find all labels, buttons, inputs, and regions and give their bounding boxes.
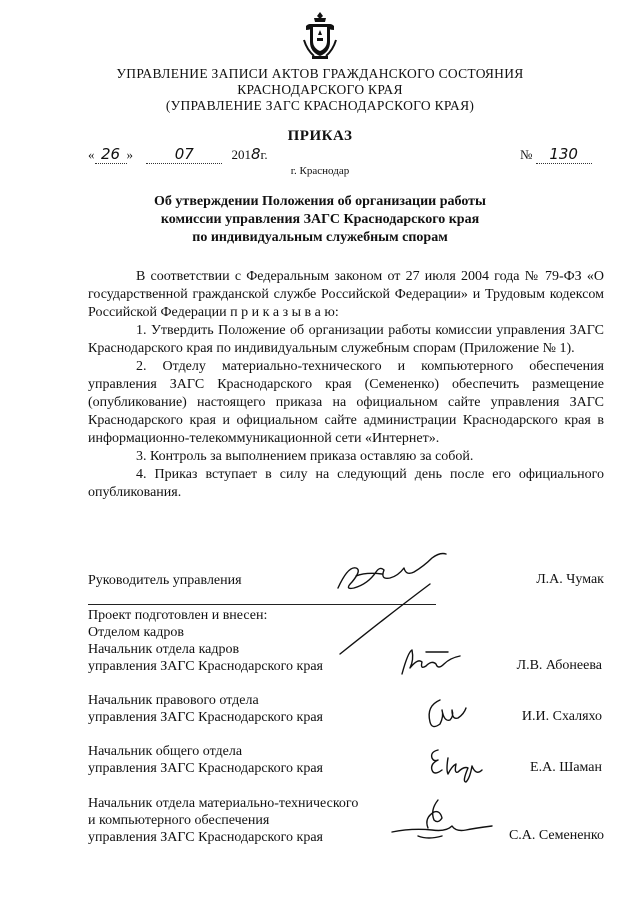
approval-4-name: С.А. Семененко bbox=[508, 828, 604, 843]
prepared-line1: Проект подготовлен и внесен: bbox=[88, 608, 268, 623]
date-month: 07 bbox=[146, 145, 222, 164]
approval-3 bbox=[88, 743, 323, 777]
document-type-title: ПРИКАЗ bbox=[287, 128, 353, 144]
approval-4 bbox=[88, 795, 358, 846]
date-year-digit: 8 bbox=[251, 145, 261, 163]
head-name: Л.А. Чумак bbox=[536, 572, 604, 587]
approval-1-signature bbox=[396, 644, 466, 678]
approval-4-position: Начальник отдела материально-технического bbox=[88, 796, 359, 811]
approval-3-department: управления ЗАГС Краснодарского края bbox=[88, 761, 323, 776]
order-body bbox=[88, 268, 604, 502]
date-close-quote: » bbox=[126, 147, 133, 162]
approval-2 bbox=[88, 692, 323, 726]
date-day: 26 bbox=[95, 145, 127, 164]
city: г. Краснодар bbox=[290, 165, 350, 177]
org-name-line1: УПРАВЛЕНИЕ ЗАПИСИ АКТОВ ГРАЖДАНСКОГО СОСТОЯНИЯ bbox=[116, 66, 524, 81]
org-name-line3: (УПРАВЛЕНИЕ ЗАГС КРАСНОДАРСКОГО КРАЯ) bbox=[165, 98, 475, 113]
order-heading-line1: Об утверждении Положения об организации работы bbox=[154, 194, 486, 209]
coat-of-arms-icon bbox=[300, 10, 340, 62]
org-name-line2: КРАСНОДАРСКОГО КРАЯ bbox=[237, 82, 403, 97]
date-year-suffix: г. bbox=[260, 147, 268, 162]
order-date bbox=[88, 145, 268, 164]
body-item-4: 4. Приказ вступает в силу на следующий день после его официального опубликования. bbox=[88, 467, 604, 500]
approval-2-department: управления ЗАГС Краснодарского края bbox=[88, 710, 323, 725]
approval-1-position: Начальник отдела кадров bbox=[88, 642, 240, 657]
body-intro: В соответствии с Федеральным законом от 27 июля 2004 года № 79-ФЗ «О государственной гражданской службе Российской Федерации» и Трудовым кодексом Российской Федерации п р и к а з ы в а ю: bbox=[88, 269, 604, 320]
prepared-line2: Отделом кадров bbox=[88, 625, 184, 640]
approval-3-position: Начальник общего отдела bbox=[88, 744, 243, 759]
body-item-1: 1. Утвердить Положение об организации работы комиссии управления ЗАГС Краснодарского края по индивидуальным служебным спорам (Приложение № 1). bbox=[88, 323, 604, 356]
date-year-prefix: 201 bbox=[231, 147, 251, 162]
number-value: 130 bbox=[536, 145, 592, 164]
number-label: № bbox=[520, 147, 533, 162]
body-item-3: 3. Контроль за выполнением приказа оставляю за собой. bbox=[136, 449, 474, 464]
approval-4-department: управления ЗАГС Краснодарского края bbox=[88, 830, 323, 845]
approval-1-department: управления ЗАГС Краснодарского края bbox=[88, 659, 323, 674]
body-item-2: 2. Отделу материально-технического и компьютерного обеспечения управления ЗАГС Краснодарского края (Семененко) обеспечить размещение (опубликование) настоящего приказа на официальном сайте управления ЗАГС Краснодарского края и официальном сайте администрации Краснодарского края в информационно-телекоммуникационной сети «Интернет». bbox=[88, 359, 604, 446]
order-heading-line2: комиссии управления ЗАГС Краснодарского края bbox=[160, 212, 480, 227]
approval-4-position-cont: и компьютерного обеспечения bbox=[88, 813, 270, 828]
order-heading-line3: по индивидуальным служебным спорам bbox=[192, 230, 448, 245]
approval-3-name: Е.А. Шаман bbox=[530, 760, 602, 775]
approval-1 bbox=[88, 641, 323, 675]
head-title: Руководитель управления bbox=[88, 573, 242, 588]
approval-1-name: Л.В. Абонеева bbox=[516, 658, 602, 673]
order-number bbox=[520, 145, 592, 164]
approval-2-name: И.И. Схаляхо bbox=[521, 709, 602, 724]
date-open-quote: « bbox=[88, 147, 95, 162]
approval-2-position: Начальник правового отдела bbox=[88, 693, 259, 708]
prepared-block bbox=[88, 607, 267, 641]
